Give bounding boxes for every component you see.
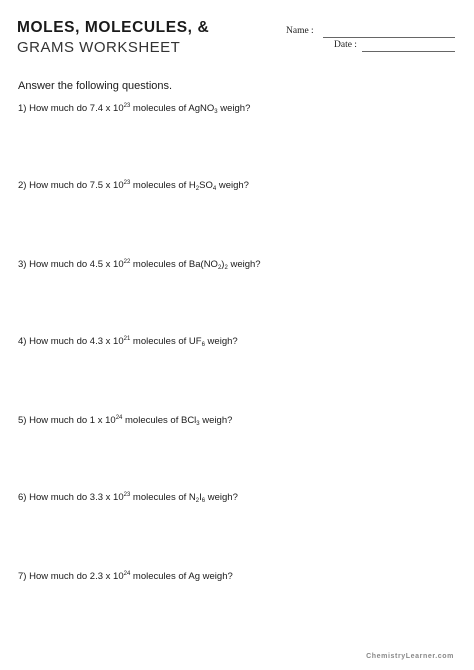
subscript: 6	[201, 498, 206, 504]
question-4	[18, 336, 238, 348]
name-label: Name :	[286, 26, 314, 36]
title-line-1: MOLES, MOLECULES, &	[17, 19, 210, 36]
question-2	[18, 180, 249, 192]
question-text: SO	[199, 180, 213, 191]
question-7	[18, 571, 233, 583]
question-text: molecules of Ag	[130, 571, 201, 582]
question-text: weigh?	[217, 103, 251, 114]
question-text: weigh?	[216, 180, 249, 191]
question-text: molecules of N	[130, 492, 196, 503]
date-label: Date :	[334, 40, 357, 50]
exponent: 23	[123, 492, 131, 498]
subscript: 4	[212, 186, 217, 192]
question-text: weigh?	[199, 415, 233, 426]
question-text: 5) How much do 1 x 10	[18, 415, 116, 426]
question-3	[18, 259, 261, 271]
exponent: 22	[123, 259, 131, 265]
subscript: 3	[214, 109, 218, 115]
question-text: 6) How much do 3.3 x 10	[18, 492, 124, 503]
question-6	[18, 492, 238, 504]
question-1	[18, 103, 250, 115]
exponent: 24	[115, 415, 123, 421]
footer-brand: ChemistryLearner.com	[366, 653, 454, 660]
question-text: molecules of H	[130, 180, 196, 191]
question-text: weigh?	[227, 259, 261, 270]
exponent: 23	[123, 180, 131, 186]
question-text: 2) How much do 7.5 x 10	[18, 180, 124, 191]
question-text: weigh?	[205, 492, 238, 503]
subscript: 2	[195, 186, 200, 192]
name-field[interactable]	[286, 26, 314, 36]
question-text: molecules of UF	[130, 336, 202, 347]
question-text: 3) How much do 4.5 x 10	[18, 259, 124, 270]
question-5	[18, 415, 232, 427]
subscript: 2	[195, 498, 200, 504]
question-text: molecules of Ba(NO	[130, 259, 218, 270]
question-text: I	[199, 492, 202, 503]
question-text: 7) How much do 2.3 x 10	[18, 571, 124, 582]
subscript: 2	[224, 265, 228, 271]
exponent: 24	[123, 571, 131, 577]
subscript: 6	[201, 342, 205, 348]
question-text: 1) How much do 7.4 x 10	[18, 103, 124, 114]
name-blank-line[interactable]	[323, 37, 455, 38]
question-text: )	[221, 259, 225, 270]
date-field[interactable]	[334, 40, 357, 50]
instructions-text: Answer the following questions.	[18, 80, 173, 92]
question-text: weigh?	[204, 336, 238, 347]
subscript: 2	[217, 265, 222, 271]
subscript: 3	[196, 421, 200, 427]
question-text: 4) How much do 4.3 x 10	[18, 336, 124, 347]
question-text: weigh?	[200, 571, 233, 582]
exponent: 21	[123, 336, 131, 342]
question-text: molecules of BCl	[122, 415, 197, 426]
date-blank-line[interactable]	[362, 51, 455, 52]
exponent: 23	[123, 103, 131, 109]
question-text: molecules of AgNO	[130, 103, 215, 114]
title-line-2: GRAMS WORKSHEET	[17, 39, 181, 56]
worksheet-title	[17, 18, 209, 58]
